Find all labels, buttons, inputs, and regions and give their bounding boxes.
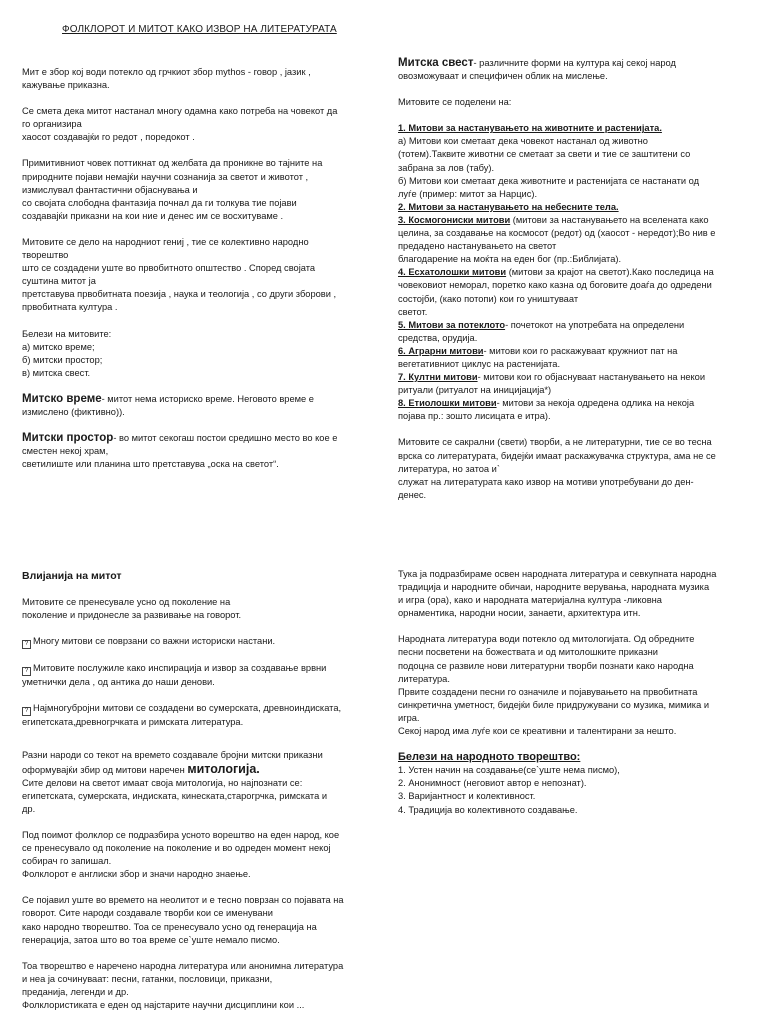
mythic-mind-heading: Митска свест xyxy=(398,57,474,69)
checkbox-icon: ? xyxy=(22,640,31,649)
text-line: подоцна се развиле нови литературни творби познати како народна xyxy=(398,660,694,671)
list-item: 1. Устен начин на создавање(се`уште нема писмо), xyxy=(398,765,620,776)
text-line: генерација, затоа што во тоа време се`уште немало писмо. xyxy=(22,934,280,945)
text-line: луѓе (пример: митот за Нарцис). xyxy=(398,188,538,199)
text-line: човековиот неморал, поретко како казна од боговите доаѓа до одредени xyxy=(398,280,712,291)
text-line: 1. Митови за настанувањето на животните и растенијата. xyxy=(398,123,662,134)
text-line: традиција и народните обичаи, народните верувања, народната музика xyxy=(398,582,710,593)
text-line: Тоа творештво е наречено народна литература или анонимна литература xyxy=(22,960,344,971)
text-line: целина, за создавање на космосот (редот) од (хаосот - нередот);Во нив е xyxy=(398,228,716,239)
text-line: Митовите се пренесувале усно од поколение на xyxy=(22,597,231,608)
text-span: - митови кои го објаснуваат настанувањето на некои xyxy=(477,372,706,383)
text-line: создавајќи приказни на кои ние и денес им се восхитуваме . xyxy=(22,210,284,221)
text-line xyxy=(398,345,750,358)
text-span: 7. Култни митови xyxy=(398,372,478,383)
text-line: Мит е збор кој води потекло од грчкиот збор mythos - говор , јазик , xyxy=(22,67,311,77)
text-span: - митот нема историско време. Неговото време е xyxy=(101,393,314,404)
text-line: Примитивниот човек поттикнат од желбата да проникне во тајните на xyxy=(22,158,323,169)
text-line: го организира xyxy=(22,119,82,130)
text-line: Митовите се сакрални (свети) творби, а не литературни, тие се во тесна xyxy=(398,437,712,448)
text-span: Најмногубројни митови се создадени во сумерската, древноиндиската, xyxy=(33,703,342,714)
text-line: светилиште или планина што претставува „оска на светот“. xyxy=(22,459,279,470)
text-line: овозможуваат и специфичен облик на мислење. xyxy=(398,71,608,82)
text-line: првобитната култура . xyxy=(22,302,118,313)
text-line: измислено (фиктивно)). xyxy=(22,406,125,417)
text-line: уметнички дела , од антика до наши денови. xyxy=(22,677,215,688)
text-span: 4. Есхатолошки митови xyxy=(398,267,507,278)
mythology-term: митологија. xyxy=(187,761,260,776)
text-line: др. xyxy=(22,803,36,814)
text-line: служат на литературата како извор на мотиви употребувани до ден- xyxy=(398,476,694,487)
text-line: (тотем).Таквите животни се сметаат за свети и тие се заштитени со xyxy=(398,149,691,160)
text-line: 2. Митови за настанувањето на небесните тела. xyxy=(398,201,619,212)
text-line xyxy=(398,57,750,70)
text-line: а) митско време; xyxy=(22,341,95,352)
text-span: - митови за некоја одредена одлика на некоја xyxy=(496,398,695,409)
influences-heading: Влијанија на митот xyxy=(22,570,122,582)
page-title: ФОЛКЛОРОТ И МИТОТ КАКО ИЗВОР НА ЛИТЕРАТУРАТА xyxy=(62,24,337,35)
text-line: песни посветени на божествата и од митолошките приказни xyxy=(398,647,658,658)
text-line: со својата слободна фантазија почнал да ги толкува тие појави xyxy=(22,197,297,208)
text-line: светот. xyxy=(398,306,428,317)
text-line xyxy=(398,214,750,227)
bottom-left-column xyxy=(22,570,367,1012)
text-line: Митовите се дело на народниот гениј , тие се колективно народно xyxy=(22,236,309,247)
text-line: Сите делови на светот имаат своја митологија, но најпознати се: xyxy=(22,777,303,788)
text-span: 3. Космогониски митови xyxy=(398,214,511,225)
text-line: врска со литературата, бидејќи имаат раскажувачка структура, ама не се xyxy=(398,450,716,461)
text-line: Митовите се поделени на: xyxy=(398,97,512,108)
text-line xyxy=(22,702,367,716)
text-line: Под поимот фолклор се подразбира усното ворештво на еден народ, кое xyxy=(22,829,340,840)
text-line: појава пр.: зошто лисицата е итра). xyxy=(398,411,551,422)
text-line: Фолклористиката е еден од најстарите научни дисциплини кои ... xyxy=(22,999,305,1010)
text-line: Народната литература води потекло од митологијата. Од обредните xyxy=(398,634,695,645)
text-line: се пренесувало од поколение на поколение и во одреден момент некој xyxy=(22,843,331,854)
checkbox-icon: ? xyxy=(22,707,31,716)
text-span: 6. Аграрни митови xyxy=(398,345,484,356)
text-line: синкретична уметност, бидејќи биле придружувани со музика, мимика и xyxy=(398,699,710,710)
text-line xyxy=(398,319,750,332)
text-line: египетската, сумерската, индиската, кинеската,старогрчка, римската и xyxy=(22,790,328,801)
text-line: благодарение на моќта на еден бог (пр.:Библијата). xyxy=(398,254,622,265)
folk-features-heading: Белези на народното творештво: xyxy=(398,751,581,764)
text-span: (митови за настанувањето на вселената како xyxy=(510,214,709,225)
text-line: Првите создадени песни го означиле и појавувањето на првобитната xyxy=(398,686,698,697)
text-line: орнаментика, народни носии, занаети, архитектура итн. xyxy=(398,608,641,619)
text-line: средства, орудија. xyxy=(398,332,478,343)
text-line xyxy=(398,397,750,410)
text-span: - митови кои го раскажуваат кружниот пат на xyxy=(483,345,678,356)
text-span: - почетокот на употребата на определени xyxy=(505,319,685,330)
text-line: литература, но затоа и` xyxy=(398,463,500,474)
text-line: вегетативниот циклус на растенијата. xyxy=(398,358,561,369)
text-line: забрана за лов (табу). xyxy=(398,162,495,173)
text-line: литература. xyxy=(398,673,450,684)
text-line: игра. xyxy=(398,712,420,723)
text-span: Многу митови се поврзани со важни историски настани. xyxy=(33,636,276,647)
text-line: Разни народи со текот на времето создавале бројни митски приказни xyxy=(22,750,323,761)
text-line: творештво xyxy=(22,250,69,261)
text-line: поколение и придонесле за развивање на говорот. xyxy=(22,610,242,621)
text-line: б) митски простор; xyxy=(22,354,103,365)
text-line xyxy=(398,266,750,279)
text-line: претставува првобитната поезија , наука и теологија , со други зборови , xyxy=(22,289,337,300)
text-line xyxy=(22,662,367,676)
text-line xyxy=(22,635,367,649)
top-right-column xyxy=(398,57,750,502)
list-item: 4. Традиција во колективното создавање. xyxy=(398,804,578,815)
text-line: состојби, (како потопи) кои го уништуваат xyxy=(398,293,579,304)
text-line: Фолклорот е англиски збор и значи народно знаење. xyxy=(22,869,251,880)
text-line: говорот. Сите народи создавале творби кои се именувани xyxy=(22,908,273,919)
text-line xyxy=(22,432,367,445)
text-line: Се смета дека митот настанал многу одамна како потреба на човекот да xyxy=(22,106,338,117)
checkbox-icon: ? xyxy=(22,667,31,676)
top-left-column xyxy=(22,66,367,471)
text-line: в) митска свест. xyxy=(22,367,91,378)
text-line xyxy=(22,393,367,406)
text-span: (митови за крајот на светот).Како последица на xyxy=(506,267,714,278)
text-line: преданија, легенди и др. xyxy=(22,986,129,997)
mythic-time-heading: Митско време xyxy=(22,392,102,405)
text-line: Секој народ има луѓе кои се креативни и талентирани за нешто. xyxy=(398,726,677,737)
text-span: - различните форми на култура кај секој народ xyxy=(473,58,676,68)
bottom-right-column xyxy=(398,568,750,817)
text-line: сместен некој храм, xyxy=(22,446,109,457)
text-line: собирач го запишал. xyxy=(22,856,112,867)
text-span: - во митот секогаш постои средишно место во кое е xyxy=(113,433,338,444)
text-line: што се создадени уште во првобитното општество . Според својата xyxy=(22,263,316,274)
text-line: Белези на митовите: xyxy=(22,328,112,339)
text-line: Тука ја подразбираме освен народната литература и севкупната народна xyxy=(398,569,717,579)
text-span: 5. Митови за потеклото xyxy=(398,319,506,330)
text-line: суштина митот ја xyxy=(22,276,96,287)
text-line: како народно творештво. Тоа се пренесувало усно од генерација на xyxy=(22,921,317,932)
text-line: хаосот создавајќи го редот , поредокот . xyxy=(22,132,195,143)
text-line: и игра (ора), како и народната материјална култура -ликовна xyxy=(398,595,662,606)
text-line: предадено настанувањето на светот xyxy=(398,241,557,252)
text-span: 8. Етиолошки митови xyxy=(398,398,497,409)
text-line: и нea ја сочинуваат: песни, гатанки, пословици, приказни, xyxy=(22,973,273,984)
text-line: кажување приказна. xyxy=(22,80,110,91)
text-line: природните појави немајќи научни сознанија за светот и животот , xyxy=(22,171,309,182)
text-line: египетската,древногрчката и римската литература. xyxy=(22,717,244,728)
text-line: денес. xyxy=(398,489,427,500)
text-line: Се појавил уште во времето на неолитот и е тесно поврзан со појавата на xyxy=(22,895,344,906)
mythic-space-heading: Митски простор xyxy=(22,432,114,445)
text-span: Митовите послужиле како инспирација и извор за создавање врвни xyxy=(33,663,327,674)
text-line: б) Митови кои сметаат дека животните и растенијата се настанати од xyxy=(398,175,700,186)
text-line xyxy=(398,371,750,384)
text-span: оформувајќи збир од митови наречен xyxy=(22,764,188,775)
text-line: а) Митови кои сметаат дека човекот настанал од животно xyxy=(398,136,648,147)
list-item: 3. Варијантност и колективност. xyxy=(398,791,536,802)
list-item: 2. Анонимност (неговиот автор е непознат). xyxy=(398,778,587,789)
text-line: ритуали (ритуалот на иницијација*) xyxy=(398,385,552,396)
text-line xyxy=(22,763,367,777)
text-line: измислувал фантастични објаснувања и xyxy=(22,184,198,195)
